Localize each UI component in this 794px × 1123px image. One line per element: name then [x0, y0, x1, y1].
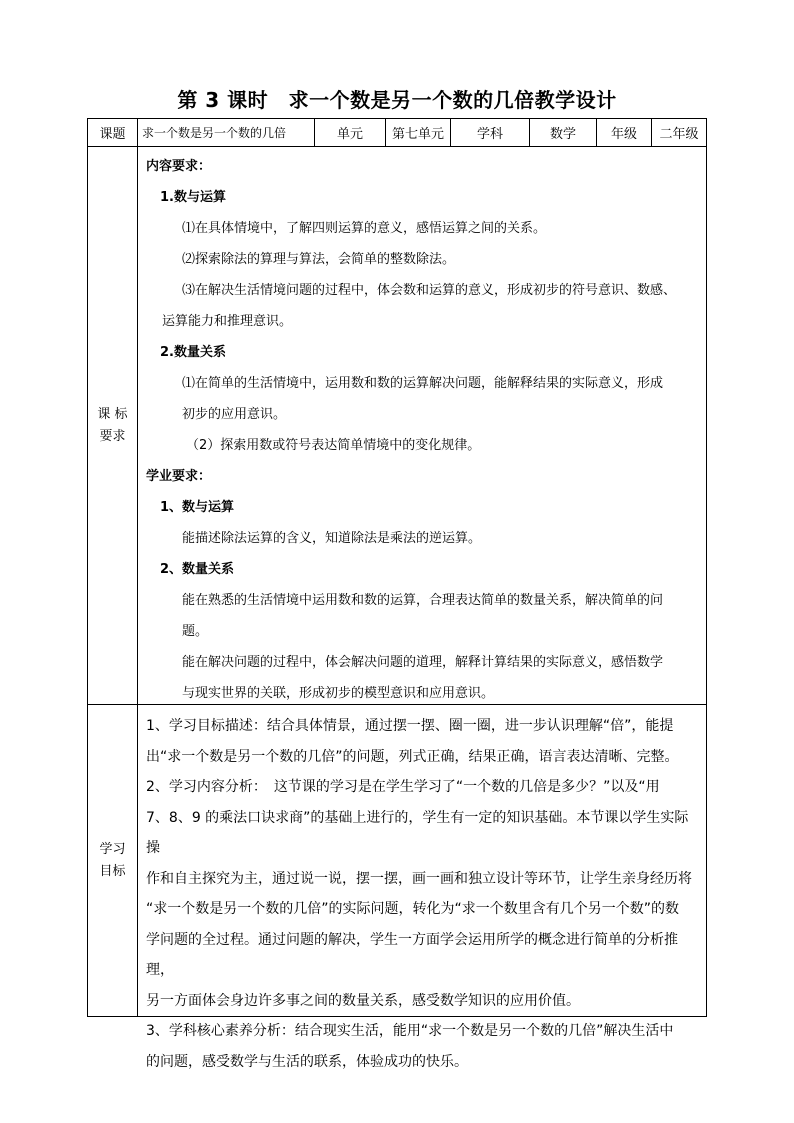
requirement-line: 题。 [182, 624, 209, 639]
standards-label-line1: 课 标 [97, 406, 128, 422]
requirement-line: 初步的应用意识。 [182, 407, 287, 422]
unit-value: 第七单元 [386, 119, 451, 147]
requirement-line: （2）探索用数或符号表达简单情境中的变化规律。 [186, 438, 481, 453]
content-requirements-heading: 内容要求： [146, 159, 212, 174]
section-heading: 1、数与运算 [160, 500, 235, 515]
page-title: 第 3 课时 求一个数是另一个数的几倍教学设计 [177, 88, 617, 112]
section-heading: 1.数与运算 [160, 190, 226, 205]
standards-label [88, 147, 138, 705]
requirement-line: ⑶在解决生活情境问题的过程中，体会数和运算的意义，形成初步的符号意识、数感、 [182, 283, 677, 298]
academic-requirements-heading: 学业要求： [146, 469, 212, 484]
goal-line: 出“求一个数是另一个数的几倍”的问题，列式正确，结果正确，语言表达清晰、完整。 [146, 748, 679, 765]
grade-label: 年级 [597, 119, 652, 147]
requirement-line: 能在解决问题的过程中，体会解决问题的道理，解释计算结果的实际意义，感悟数学 [182, 655, 664, 670]
goals-label-line1: 学习 [99, 841, 126, 857]
goal-line: 另一方面体会身边许多事之间的数量关系，感受数学知识的应用价值。 [146, 992, 580, 1009]
goals-content [138, 705, 707, 1070]
subject-label: 学科 [451, 119, 530, 147]
requirement-line: 与现实世界的关联，形成初步的模型意识和应用意识。 [182, 686, 495, 701]
goal-line: 的问题，感受数学与生活的联系，体验成功的快乐。 [146, 1053, 468, 1070]
requirement-line: ⑴在具体情境中，了解四则运算的意义，感悟运算之间的关系。 [182, 221, 547, 236]
goal-line: 学问题的全过程。通过问题的解决，学生一方面学会运用所学的概念进行简单的分析推理， [146, 931, 678, 978]
requirement-line: 运算能力和推理意识。 [162, 314, 293, 329]
section-heading: 2、数量关系 [160, 562, 235, 577]
requirement-line: ⑴在简单的生活情境中，运用数和数的运算解决问题，能解释结果的实际意义，形成 [182, 376, 664, 391]
topic-label: 课题 [88, 119, 138, 147]
grade-value: 二年级 [652, 119, 707, 147]
subject-value: 数学 [530, 119, 597, 147]
topic-value: 求一个数是另一个数的几倍 [138, 119, 315, 147]
standards-label-line2: 要求 [99, 428, 126, 444]
standards-row [88, 147, 707, 705]
goals-row [88, 705, 707, 1017]
unit-label: 单元 [315, 119, 386, 147]
section-heading: 2.数量关系 [160, 345, 226, 360]
requirement-line: 能描述除法运算的含义，知道除法是乘法的逆运算。 [182, 531, 482, 546]
goal-line: 2、学习内容分析： 这节课的学习是在学生学习了“一个数的几倍是多少？”以及“用 [146, 779, 660, 795]
requirement-line: 能在熟悉的生活情境中运用数和数的运算，合理表达简单的数量关系，解决简单的问 [182, 593, 664, 608]
goals-label [88, 705, 138, 1017]
goal-line: 3、学科核心素养分析：结合现实生活，能用“求一个数是另一个数的几倍”解决生活中 [146, 1023, 674, 1039]
requirement-line: ⑵探索除法的算理与算法，会简单的整数除法。 [182, 252, 456, 267]
goals-label-line2: 目标 [99, 863, 126, 879]
goal-line: “求一个数是另一个数的几倍”的实际问题，转化为“求一个数里含有几个另一个数”的数 [146, 901, 680, 917]
goal-line: 7、8、9 的乘法口诀求商”的基础上进行的，学生有一定的知识基础。本节课以学生实际操 [146, 809, 689, 856]
header-row [88, 119, 707, 147]
goal-line: 作和自主探究为主，通过说一说，摆一摆，画一画和独立设计等环节，让学生亲身经历将 [146, 870, 692, 887]
lesson-plan-table [87, 118, 707, 1070]
goal-line: 1、学习目标描述：结合具体情景，通过摆一摆、圈一圈，进一步认识理解“倍”，能提 [146, 718, 674, 734]
standards-content [138, 147, 707, 705]
